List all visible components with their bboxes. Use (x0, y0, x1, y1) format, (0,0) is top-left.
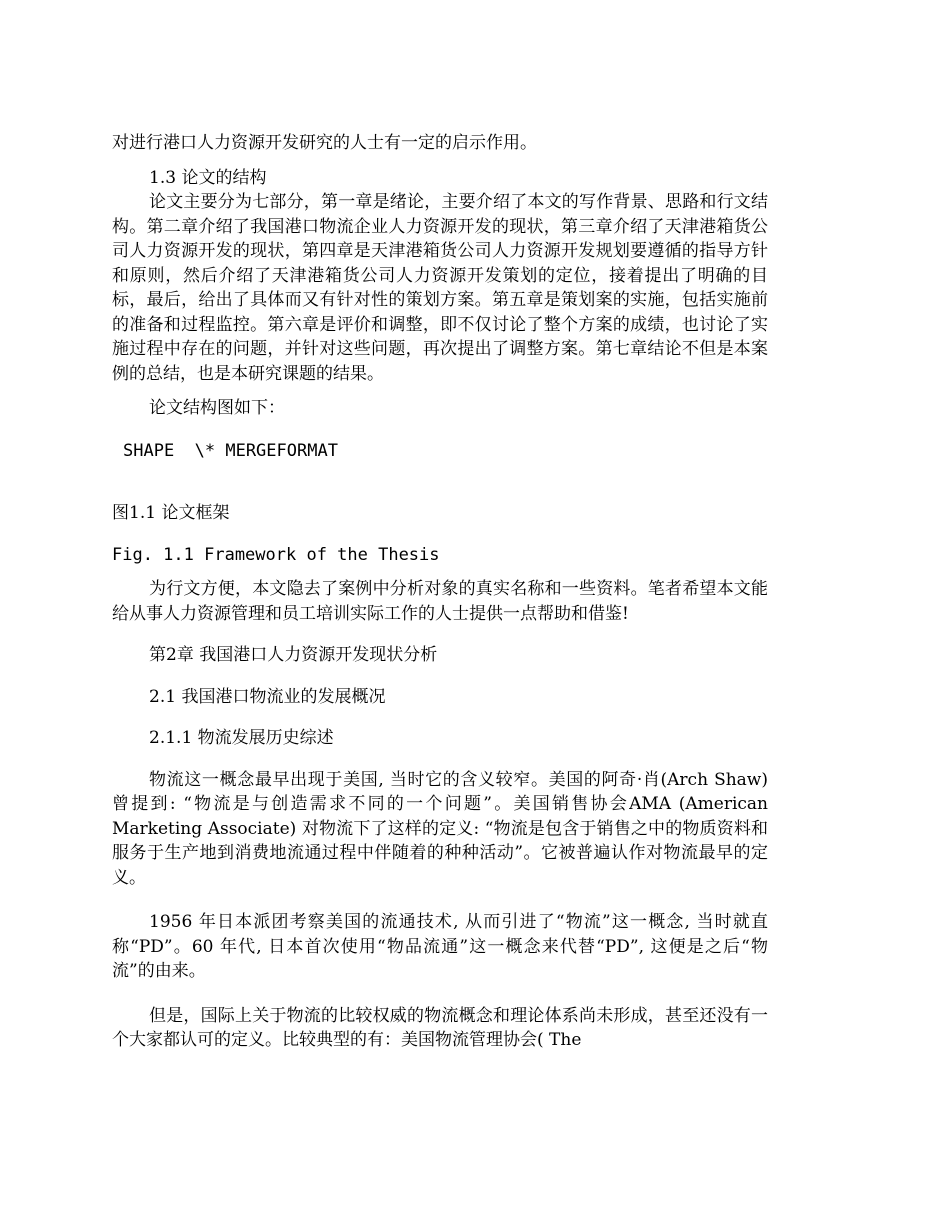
section-heading-1-3: 1.3 论文的结构 (149, 167, 267, 188)
logistics-history-paragraph-2: 1956 年日本派团考察美国的流通技术, 从而引进了“物流”这一概念, 当时就直称“PD”。60 年代, 日本首次使用“物品流通”这一概念来代替“PD”, 这便是之后“物流”的由来。 (112, 912, 768, 981)
figure-caption-cn: 图1.1 论文框架 (112, 503, 230, 523)
shape-field-code: SHAPE \* MERGEFORMAT (123, 440, 338, 461)
chapter-2-heading: 第2章 我国港口人力资源开发现状分析 (149, 645, 438, 665)
figure-caption-en: Fig. 1.1 Framework of the Thesis (112, 544, 440, 565)
logistics-history-paragraph-3: 但是，国际上关于物流的比较权威的物流概念和理论体系尚未形成，甚至还没有一个大家都认可的定义。比较典型的有：美国物流管理协会( The (112, 1005, 768, 1050)
intro-tail-paragraph: 对进行港口人力资源开发研究的人士有一定的启示作用。 (112, 133, 537, 153)
document-page (112, 131, 768, 1053)
section-heading-2-1: 2.1 我国港口物流业的发展概况 (149, 686, 386, 707)
logistics-history-paragraph-1: 物流这一概念最早出现于美国, 当时它的含义较窄。美国的阿奇·肖(Arch Shaw) 曾提到: “物流是与创造需求不同的一个问题”。美国销售协会AMA (American Marketing Associate) 对物流下了这样的定义: “物流是包含于销售之中的物质资料和服务于生产地到消费地流通过程中伴随着的种种活动”。它被普遍认作对物流最早的定义。 (112, 769, 768, 888)
structure-paragraph: 论文主要分为七部分，第一章是绪论，主要介绍了本文的写作背景、思路和行文结构。第二章介绍了我国港口物流企业人力资源开发的现状，第三章介绍了天津港箱货公司人力资源开发的现状，第四章是天津港箱货公司人力资源开发规划要遵循的指导方针和原则，然后介绍了天津港箱货公司人力资源开发策划的定位，接着提出了明确的目标，最后，给出了具体而又有针对性的策划方案。第五章是策划案的实施，包括实施前的准备和过程监控。第六章是评价和调整，即不仅讨论了整个方案的成绩，也讨论了实施过程中存在的问题，并针对这些问题，再次提出了调整方案。第七章结论不但是本案例的总结，也是本研究课题的结果。 (112, 192, 768, 384)
note-paragraph: 为行文方便，本文隐去了案例中分析对象的真实名称和一些资料。笔者希望本文能给从事人力资源管理和员工培训实际工作的人士提供一点帮助和借鉴! (112, 579, 768, 624)
section-heading-2-1-1: 2.1.1 物流发展历史综述 (149, 728, 334, 748)
figure-intro-paragraph: 论文结构图如下： (149, 398, 285, 418)
